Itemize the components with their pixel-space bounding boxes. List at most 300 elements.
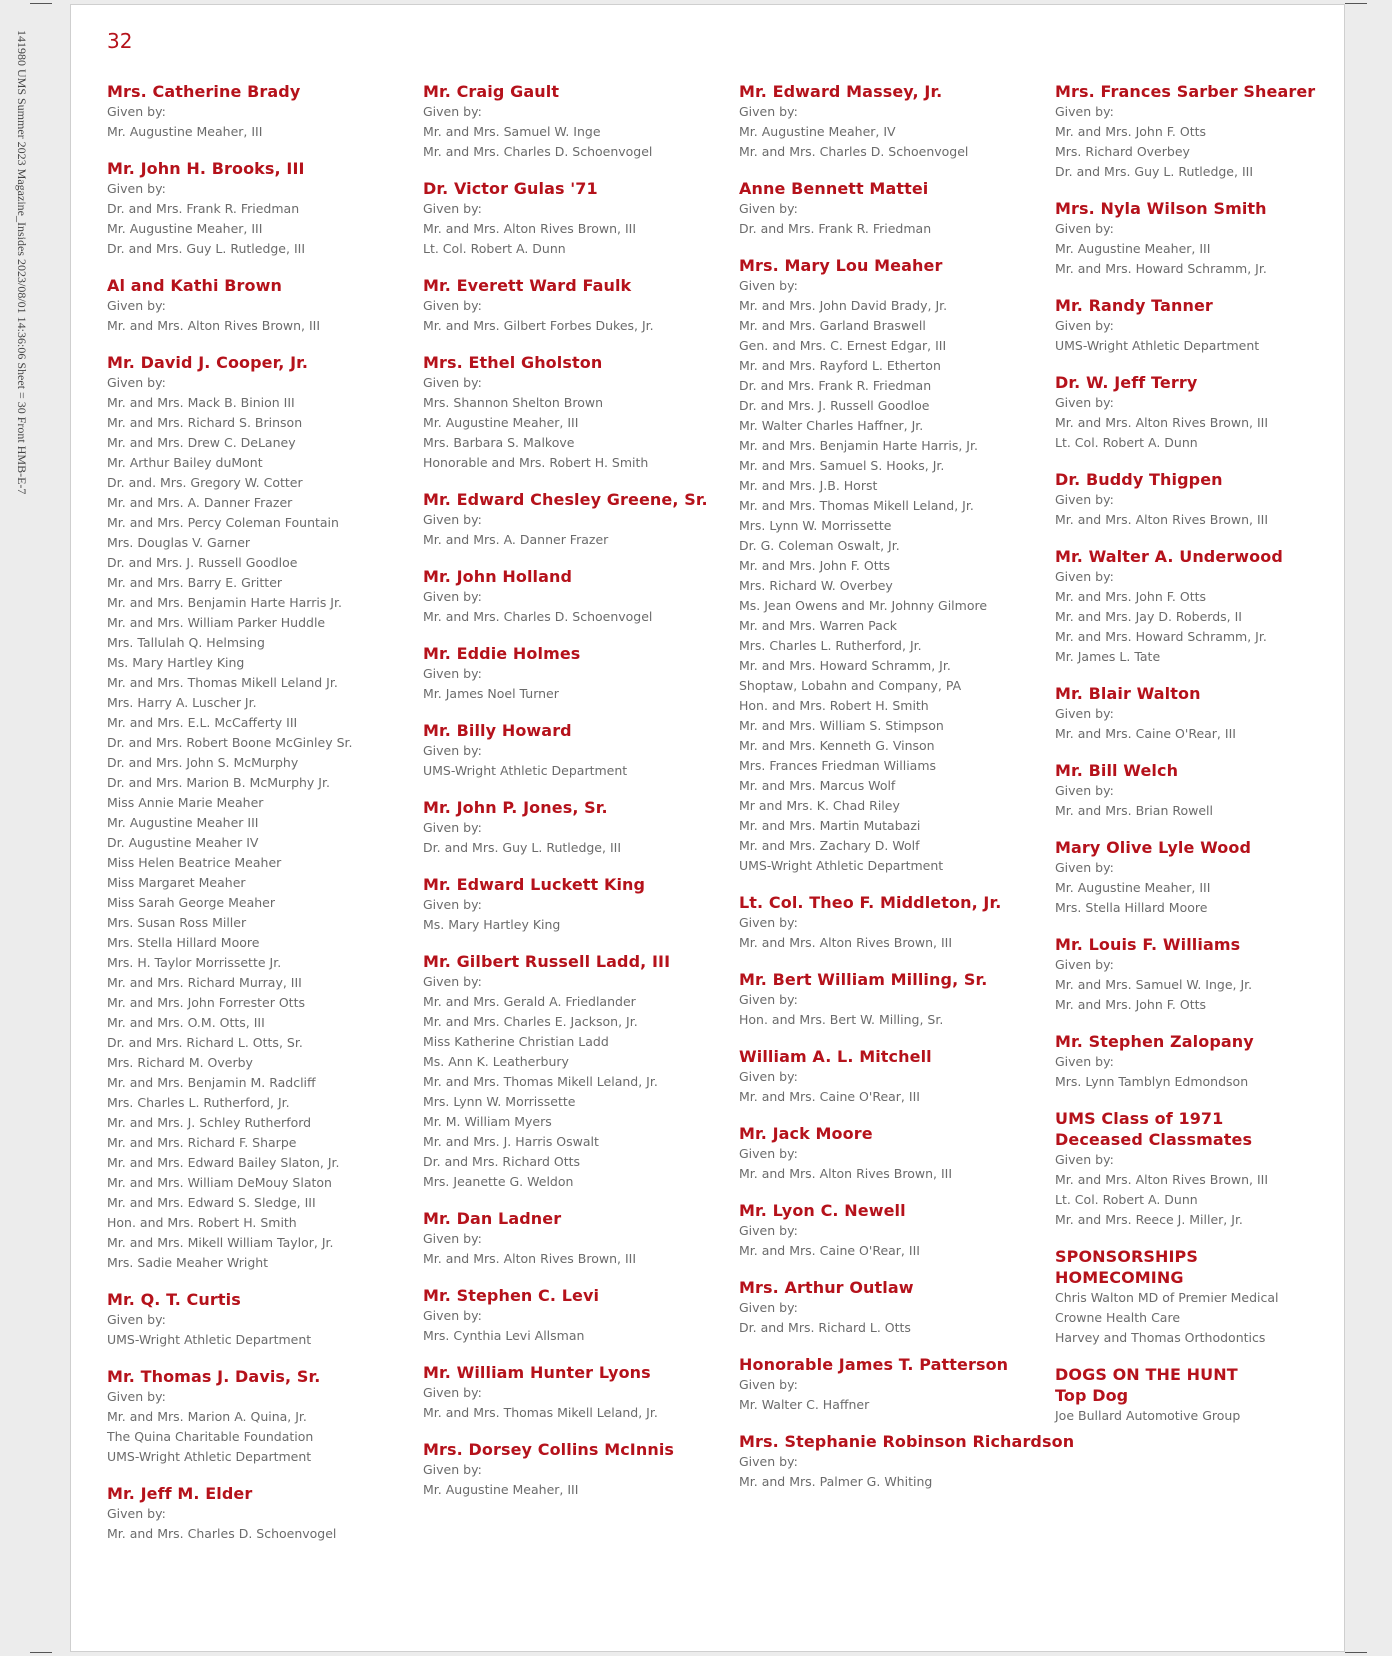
donor-name: Mr. and Mrs. Thomas Mikell Leland, Jr. <box>423 1405 658 1420</box>
column-4 <box>1055 81 1365 1442</box>
given-by-label: Given by: <box>1055 1054 1114 1069</box>
donor-name: Ms. Mary Hartley King <box>423 917 561 932</box>
column-3 <box>739 81 1075 1508</box>
donor-name: Mr. Augustine Meaher, III <box>107 221 263 236</box>
donor-name: Mr. and Mrs. Alton Rives Brown, III <box>423 1251 637 1266</box>
honoree-name: Mr. Eddie Holmes <box>423 644 581 663</box>
memorial-entry <box>423 275 733 336</box>
crop-mark-bottom-left <box>30 1652 52 1653</box>
donor-name: Mr. and Mrs. Caine O'Rear, III <box>1055 726 1236 741</box>
donor-name: Lt. Col. Robert A. Dunn <box>1055 435 1198 450</box>
donor-name: Dr. and Mrs. Frank R. Friedman <box>739 378 932 393</box>
memorial-entry <box>1055 1246 1365 1348</box>
donor-name: Dr. Augustine Meaher IV <box>107 835 259 850</box>
donor-name: UMS-Wright Athletic Department <box>107 1449 312 1464</box>
given-by-label: Given by: <box>107 1389 166 1404</box>
donor-name: Mr. and Mrs. Benjamin M. Radcliff <box>107 1075 316 1090</box>
honoree-name: Mr. Bill Welch <box>1055 761 1179 780</box>
given-by-label: Given by: <box>739 992 798 1007</box>
donor-name: Mr. and Mrs. Charles E. Jackson, Jr. <box>423 1014 638 1029</box>
honoree-name: Mr. John Holland <box>423 567 573 586</box>
donor-name: Dr. and Mrs. Guy L. Rutledge, III <box>1055 164 1254 179</box>
memorial-entry <box>423 178 733 259</box>
given-by-label: Given by: <box>739 1300 798 1315</box>
donor-name: Mr. and Mrs. Drew C. DeLaney <box>107 435 296 450</box>
donor-name: Mr. and Mrs. John F. Otts <box>1055 997 1207 1012</box>
memorial-entry <box>1055 372 1365 453</box>
donor-name: Dr. and Mrs. Frank R. Friedman <box>739 221 932 236</box>
donor-name: Mrs. Lynn W. Morrissette <box>739 518 892 533</box>
donor-name: Mrs. Cynthia Levi Allsman <box>423 1328 585 1343</box>
honoree-name: Mr. John H. Brooks, III <box>107 159 305 178</box>
donor-name: Mr. and Mrs. Charles D. Schoenvogel <box>423 609 653 624</box>
donor-name: Dr. and Mrs. J. Russell Goodloe <box>739 398 930 413</box>
donor-name: Dr. and Mrs. Richard L. Otts, Sr. <box>107 1035 303 1050</box>
donor-name: Mr. Augustine Meaher III <box>107 815 259 830</box>
donor-name: Lt. Col. Robert A. Dunn <box>423 241 566 256</box>
honoree-name: Honorable James T. Patterson <box>739 1355 1009 1374</box>
donor-name: Mr. and Mrs. Edward S. Sledge, III <box>107 1195 316 1210</box>
donor-name: Mrs. Richard W. Overbey <box>739 578 893 593</box>
memorial-entry <box>1055 295 1365 356</box>
given-by-label: Given by: <box>423 1308 482 1323</box>
donor-name: Mr and Mrs. K. Chad Riley <box>739 798 900 813</box>
given-by-label: Given by: <box>107 1312 166 1327</box>
crop-mark-bottom-right <box>1345 1652 1367 1653</box>
donor-name: Dr. and Mrs. Guy L. Rutledge, III <box>423 840 622 855</box>
donor-name: Lt. Col. Robert A. Dunn <box>1055 1192 1198 1207</box>
honoree-name: Mr. William Hunter Lyons <box>423 1363 651 1382</box>
donor-name: Mr. James L. Tate <box>1055 649 1161 664</box>
honoree-name: Mr. John P. Jones, Sr. <box>423 798 608 817</box>
memorial-entry <box>107 1289 417 1350</box>
given-by-label: Given by: <box>423 104 482 119</box>
donor-name: Mr. and Mrs. Charles D. Schoenvogel <box>423 144 653 159</box>
donor-name: Mr. and Mrs. John F. Otts <box>739 558 891 573</box>
memorial-entry <box>739 1123 1049 1184</box>
donor-name: Harvey and Thomas Orthodontics <box>1055 1330 1266 1345</box>
honoree-name: Mr. Lyon C. Newell <box>739 1201 906 1220</box>
donor-name: Mr. and Mrs. Jay D. Roberds, II <box>1055 609 1242 624</box>
memorial-entry <box>423 1362 733 1423</box>
donor-name: Mr. and Mrs. Caine O'Rear, III <box>739 1243 920 1258</box>
memorial-entry <box>739 1200 1049 1261</box>
given-by-label: Given by: <box>423 974 482 989</box>
given-by-label: Given by: <box>1055 783 1114 798</box>
memorial-entry <box>739 1046 1049 1107</box>
honoree-name: Mary Olive Lyle Wood <box>1055 838 1251 857</box>
given-by-label: Given by: <box>423 375 482 390</box>
honoree-name: Mr. Q. T. Curtis <box>107 1290 241 1309</box>
donor-name: Dr. and. Mrs. Gregory W. Cotter <box>107 475 303 490</box>
given-by-label: Given by: <box>1055 569 1114 584</box>
donor-name: Mr. Augustine Meaher, III <box>107 124 263 139</box>
donor-name: Mr. and Mrs. John F. Otts <box>1055 124 1207 139</box>
donor-name: Joe Bullard Automotive Group <box>1055 1408 1241 1423</box>
donor-name: Mr. and Mrs. Edward Bailey Slaton, Jr. <box>107 1155 340 1170</box>
given-by-label: Given by: <box>739 1377 798 1392</box>
given-by-label: Given by: <box>423 298 482 313</box>
donor-name: Mr. and Mrs. Howard Schramm, Jr. <box>1055 261 1267 276</box>
donor-name: Shoptaw, Lobahn and Company, PA <box>739 678 962 693</box>
donor-name: Mr. Augustine Meaher, III <box>423 415 579 430</box>
memorial-entry <box>1055 1031 1365 1092</box>
memorial-entry <box>1055 546 1365 667</box>
given-by-label: Given by: <box>423 666 482 681</box>
given-by-label: Given by: <box>1055 1152 1114 1167</box>
donor-name: Mr. and Mrs. Thomas Mikell Leland, Jr. <box>423 1074 658 1089</box>
donor-name: Mrs. Harry A. Luscher Jr. <box>107 695 257 710</box>
given-by-label: Given by: <box>423 743 482 758</box>
donor-name: Mr. and Mrs. J.B. Horst <box>739 478 878 493</box>
given-by-label: Given by: <box>107 104 166 119</box>
donor-name: Dr. G. Coleman Oswalt, Jr. <box>739 538 900 553</box>
memorial-entry <box>739 81 1049 162</box>
donor-name: Mr. and Mrs. Charles D. Schoenvogel <box>107 1526 337 1541</box>
given-by-label: Given by: <box>739 104 798 119</box>
honoree-name: Mr. Thomas J. Davis, Sr. <box>107 1367 321 1386</box>
donor-name: Mr. and Mrs. Samuel W. Inge <box>423 124 601 139</box>
memorial-entry <box>1055 683 1365 744</box>
document-page <box>70 4 1345 1652</box>
honoree-name: SPONSORSHIPS <box>1055 1247 1199 1266</box>
honoree-name: Mr. Stephen C. Levi <box>423 1286 600 1305</box>
memorial-entry <box>739 1354 1049 1415</box>
honoree-name: Mr. Everett Ward Faulk <box>423 276 632 295</box>
donor-name: Chris Walton MD of Premier Medical <box>1055 1290 1279 1305</box>
donor-name: Mrs. Jeanette G. Weldon <box>423 1174 574 1189</box>
donor-name: Mr. and Mrs. Warren Pack <box>739 618 897 633</box>
donor-name: Mr. and Mrs. Thomas Mikell Leland, Jr. <box>739 498 974 513</box>
donor-name: Mr. and Mrs. Samuel W. Inge, Jr. <box>1055 977 1253 992</box>
donor-name: Mr. Walter Charles Haffner, Jr. <box>739 418 924 433</box>
donor-name: Miss Katherine Christian Ladd <box>423 1034 609 1049</box>
donor-name: Mrs. Susan Ross Miller <box>107 915 247 930</box>
donor-name: UMS-Wright Athletic Department <box>107 1332 312 1347</box>
memorial-entry <box>1055 934 1365 1015</box>
donor-name: Mr. and Mrs. Brian Rowell <box>1055 803 1213 818</box>
donor-name: Mrs. Lynn W. Morrissette <box>423 1094 576 1109</box>
donor-name: Miss Annie Marie Meaher <box>107 795 264 810</box>
honoree-name: Mr. David J. Cooper, Jr. <box>107 353 309 372</box>
donor-name: Mr. and Mrs. William S. Stimpson <box>739 718 944 733</box>
given-by-label: Given by: <box>423 820 482 835</box>
donor-name: The Quina Charitable Foundation <box>107 1429 314 1444</box>
memorial-entry <box>1055 1364 1365 1426</box>
donor-name: Mrs. Frances Friedman Williams <box>739 758 937 773</box>
honoree-name-line-2: Top Dog <box>1055 1386 1129 1405</box>
donor-name: Dr. and Mrs. Robert Boone McGinley Sr. <box>107 735 353 750</box>
given-by-label: Given by: <box>423 201 482 216</box>
donor-name: Mr. Augustine Meaher, III <box>423 1482 579 1497</box>
honoree-name: Mr. Edward Chesley Greene, Sr. <box>423 490 708 509</box>
memorial-entry <box>107 352 417 1273</box>
donor-name: Mr. and Mrs. Garland Braswell <box>739 318 926 333</box>
donor-name: Mr. Augustine Meaher, III <box>1055 241 1211 256</box>
donor-name: Miss Margaret Meaher <box>107 875 246 890</box>
donor-name: Mrs. Charles L. Rutherford, Jr. <box>107 1095 290 1110</box>
honoree-name: Mrs. Stephanie Robinson Richardson <box>739 1432 1075 1451</box>
donor-name: Mr. and Mrs. William Parker Huddle <box>107 615 326 630</box>
given-by-label: Given by: <box>1055 104 1114 119</box>
memorial-entry <box>423 720 733 781</box>
given-by-label: Given by: <box>739 278 798 293</box>
donor-name: Miss Helen Beatrice Meaher <box>107 855 282 870</box>
donor-name: Mr. and Mrs. Thomas Mikell Leland Jr. <box>107 675 338 690</box>
memorial-entry <box>1055 81 1365 182</box>
honoree-name: Mrs. Arthur Outlaw <box>739 1278 914 1297</box>
donor-name: Ms. Mary Hartley King <box>107 655 245 670</box>
donor-name: Mr. and Mrs. Gilbert Forbes Dukes, Jr. <box>423 318 654 333</box>
page-number: 32 <box>107 29 133 53</box>
memorial-entry <box>107 81 417 142</box>
donor-name: Mr. and Mrs. Benjamin Harte Harris Jr. <box>107 595 342 610</box>
donor-name: Dr. and Mrs. Guy L. Rutledge, III <box>107 241 306 256</box>
honoree-name-line-2: Deceased Classmates <box>1055 1130 1253 1149</box>
donor-name: Dr. and Mrs. J. Russell Goodloe <box>107 555 298 570</box>
donor-name: Hon. and Mrs. Robert H. Smith <box>739 698 929 713</box>
memorial-entry <box>423 352 733 473</box>
donor-name: Mr. and Mrs. Alton Rives Brown, III <box>107 318 321 333</box>
honoree-name: DOGS ON THE HUNT <box>1055 1365 1238 1384</box>
memorial-entry <box>739 892 1049 953</box>
given-by-label: Given by: <box>1055 318 1114 333</box>
crop-mark-top-right <box>1345 3 1367 4</box>
donor-name: Mr. and Mrs. E.L. McCafferty III <box>107 715 298 730</box>
memorial-entry <box>107 1366 417 1467</box>
donor-name: Honorable and Mrs. Robert H. Smith <box>423 455 649 470</box>
donor-name: Mrs. Stella Hillard Moore <box>107 935 260 950</box>
donor-name: Mr. and Mrs. Palmer G. Whiting <box>739 1474 933 1489</box>
honoree-name: Mrs. Frances Sarber Shearer <box>1055 82 1316 101</box>
donor-name: Hon. and Mrs. Robert H. Smith <box>107 1215 297 1230</box>
donor-name: Mr. and Mrs. Caine O'Rear, III <box>739 1089 920 1104</box>
donor-name: Mrs. Barbara S. Malkove <box>423 435 575 450</box>
donor-name: Mrs. Richard M. Overby <box>107 1055 253 1070</box>
donor-name: Miss Sarah George Meaher <box>107 895 275 910</box>
memorial-entry <box>423 951 733 1192</box>
donor-name: Mrs. Sadie Meaher Wright <box>107 1255 269 1270</box>
donor-name: Mr. and Mrs. Marion A. Quina, Jr. <box>107 1409 307 1424</box>
donor-name: Mr. and Mrs. John F. Otts <box>1055 589 1207 604</box>
honoree-name: Mrs. Dorsey Collins McInnis <box>423 1440 675 1459</box>
honoree-name: Mr. Jeff M. Elder <box>107 1484 253 1503</box>
donor-name: Crowne Health Care <box>1055 1310 1181 1325</box>
given-by-label: Given by: <box>739 1146 798 1161</box>
donor-name: Hon. and Mrs. Bert W. Milling, Sr. <box>739 1012 944 1027</box>
column-1 <box>107 81 417 1560</box>
donor-name: Mrs. Douglas V. Garner <box>107 535 251 550</box>
donor-name: Mr. and Mrs. Zachary D. Wolf <box>739 838 920 853</box>
memorial-entry <box>423 566 733 627</box>
honoree-name: Mr. Gilbert Russell Ladd, III <box>423 952 671 971</box>
donor-name: Mr. James Noel Turner <box>423 686 559 701</box>
memorial-entry <box>423 1208 733 1269</box>
honoree-name: Mr. Louis F. Williams <box>1055 935 1241 954</box>
given-by-label: Given by: <box>1055 221 1114 236</box>
given-by-label: Given by: <box>1055 957 1114 972</box>
donor-name: Mrs. Lynn Tamblyn Edmondson <box>1055 1074 1249 1089</box>
donor-name: Dr. and Mrs. Richard Otts <box>423 1154 581 1169</box>
donor-name: Mrs. Charles L. Rutherford, Jr. <box>739 638 922 653</box>
donor-name: Dr. and Mrs. John S. McMurphy <box>107 755 299 770</box>
memorial-entry <box>739 1431 1075 1492</box>
memorial-entry <box>1055 469 1365 530</box>
given-by-label: Given by: <box>739 1223 798 1238</box>
donor-name: Mr. and Mrs. Marcus Wolf <box>739 778 896 793</box>
donor-name: Mr. and Mrs. O.M. Otts, III <box>107 1015 265 1030</box>
donor-name: Mr. and Mrs. J. Schley Rutherford <box>107 1115 312 1130</box>
donor-name: Mrs. Tallulah Q. Helmsing <box>107 635 265 650</box>
donor-name: Mrs. Stella Hillard Moore <box>1055 900 1208 915</box>
memorial-entry <box>423 797 733 858</box>
honoree-name: Mr. Bert William Milling, Sr. <box>739 970 988 989</box>
given-by-label: Given by: <box>739 915 798 930</box>
memorial-entry <box>1055 1108 1365 1230</box>
honoree-name: Mr. Blair Walton <box>1055 684 1201 703</box>
donor-name: Mr. and Mrs. Alton Rives Brown, III <box>739 1166 953 1181</box>
donor-name: Dr. and Mrs. Frank R. Friedman <box>107 201 300 216</box>
donor-name: UMS-Wright Athletic Department <box>423 763 628 778</box>
donor-name: Mr. and Mrs. Benjamin Harte Harris, Jr. <box>739 438 978 453</box>
honoree-name: Dr. Victor Gulas '71 <box>423 179 598 198</box>
donor-name: Mr. and Mrs. Percy Coleman Fountain <box>107 515 339 530</box>
donor-name: Mr. and Mrs. Howard Schramm, Jr. <box>1055 629 1267 644</box>
donor-name: Mr. and Mrs. Alton Rives Brown, III <box>1055 512 1269 527</box>
donor-name: Mr. and Mrs. Barry E. Gritter <box>107 575 283 590</box>
donor-name: Mr. and Mrs. Alton Rives Brown, III <box>739 935 953 950</box>
donor-name: Mr. and Mrs. Reece J. Miller, Jr. <box>1055 1212 1243 1227</box>
donor-name: UMS-Wright Athletic Department <box>739 858 944 873</box>
given-by-label: Given by: <box>739 1069 798 1084</box>
given-by-label: Given by: <box>739 1454 798 1469</box>
donor-name: Gen. and Mrs. C. Ernest Edgar, III <box>739 338 947 353</box>
print-slug: 141980 UMS Summer 2023 Magazine_Insides 2023/08/01 14:36:06 Sheet = 30 Front HMB-E-7 <box>15 30 29 495</box>
given-by-label: Given by: <box>423 589 482 604</box>
donor-name: Mr. and Mrs. Mack B. Binion III <box>107 395 295 410</box>
honoree-name: Mr. Edward Massey, Jr. <box>739 82 943 101</box>
donor-name: Dr. and Mrs. Richard L. Otts <box>739 1320 911 1335</box>
honoree-name: Mr. Stephen Zalopany <box>1055 1032 1254 1051</box>
given-by-label: Given by: <box>423 1462 482 1477</box>
crop-mark-top-left <box>30 3 52 4</box>
honoree-name: Mrs. Mary Lou Meaher <box>739 256 943 275</box>
honoree-name: Mrs. Nyla Wilson Smith <box>1055 199 1267 218</box>
donor-name: Mr. and Mrs. A. Danner Frazer <box>423 532 609 547</box>
donor-name: Mr. and Mrs. Kenneth G. Vinson <box>739 738 935 753</box>
memorial-entry <box>1055 760 1365 821</box>
memorial-entry <box>739 1277 1049 1338</box>
memorial-entry <box>423 643 733 704</box>
honoree-name: Mrs. Catherine Brady <box>107 82 301 101</box>
donor-name: Mr. and Mrs. Alton Rives Brown, III <box>1055 415 1269 430</box>
memorial-entry <box>423 874 733 935</box>
honoree-name: Mr. Randy Tanner <box>1055 296 1213 315</box>
donor-name: Mr. and Mrs. Samuel S. Hooks, Jr. <box>739 458 945 473</box>
given-by-label: Given by: <box>107 1506 166 1521</box>
memorial-entry <box>423 81 733 162</box>
donor-name: Mr. and Mrs. Alton Rives Brown, III <box>423 221 637 236</box>
donor-name: UMS-Wright Athletic Department <box>1055 338 1260 353</box>
donor-name: Mr. Arthur Bailey duMont <box>107 455 263 470</box>
donor-name: Mr. and Mrs. Howard Schramm, Jr. <box>739 658 951 673</box>
memorial-entry <box>739 178 1049 239</box>
donor-name: Mr. and Mrs. Charles D. Schoenvogel <box>739 144 969 159</box>
memorial-entry <box>739 969 1049 1030</box>
donor-name: Mr. M. William Myers <box>423 1114 552 1129</box>
memorial-entry <box>107 158 417 259</box>
memorial-entry <box>423 1439 733 1500</box>
donor-name: Mr. and Mrs. Gerald A. Friedlander <box>423 994 636 1009</box>
given-by-label: Given by: <box>107 181 166 196</box>
donor-name: Mr. and Mrs. Martin Mutabazi <box>739 818 921 833</box>
honoree-name: Mrs. Ethel Gholston <box>423 353 603 372</box>
donor-name: Mrs. Richard Overbey <box>1055 144 1190 159</box>
donor-name: Mrs. H. Taylor Morrissette Jr. <box>107 955 282 970</box>
memorial-entry <box>1055 198 1365 279</box>
donor-name: Mr. and Mrs. A. Danner Frazer <box>107 495 293 510</box>
given-by-label: Given by: <box>423 897 482 912</box>
given-by-label: Given by: <box>107 298 166 313</box>
honoree-name: Mr. Craig Gault <box>423 82 560 101</box>
honoree-name: Dr. W. Jeff Terry <box>1055 373 1198 392</box>
donor-name: Dr. and Mrs. Marion B. McMurphy Jr. <box>107 775 330 790</box>
honoree-name: Dr. Buddy Thigpen <box>1055 470 1223 489</box>
given-by-label: Given by: <box>1055 395 1114 410</box>
given-by-label: Given by: <box>1055 492 1114 507</box>
memorial-entry <box>423 1285 733 1346</box>
donor-name: Mr. and Mrs. Richard Murray, III <box>107 975 302 990</box>
honoree-name: Al and Kathi Brown <box>107 276 282 295</box>
honoree-name: Mr. Billy Howard <box>423 721 572 740</box>
donor-name: Ms. Ann K. Leatherbury <box>423 1054 569 1069</box>
donor-name: Mrs. Shannon Shelton Brown <box>423 395 603 410</box>
memorial-entry <box>107 275 417 336</box>
honoree-name: Lt. Col. Theo F. Middleton, Jr. <box>739 893 1002 912</box>
honoree-name: Mr. Dan Ladner <box>423 1209 562 1228</box>
memorial-entry <box>739 255 1049 876</box>
donor-name: Mr. and Mrs. J. Harris Oswalt <box>423 1134 599 1149</box>
honoree-name: Anne Bennett Mattei <box>739 179 929 198</box>
honoree-name-line-2: HOMECOMING <box>1055 1268 1184 1287</box>
honoree-name: Mr. Jack Moore <box>739 1124 873 1143</box>
given-by-label: Given by: <box>739 201 798 216</box>
donor-name: Mr. Augustine Meaher, IV <box>739 124 896 139</box>
honoree-name: Mr. Edward Luckett King <box>423 875 646 894</box>
memorial-entry <box>423 489 733 550</box>
given-by-label: Given by: <box>1055 706 1114 721</box>
donor-name: Mr. Augustine Meaher, III <box>1055 880 1211 895</box>
given-by-label: Given by: <box>423 512 482 527</box>
given-by-label: Given by: <box>1055 860 1114 875</box>
given-by-label: Given by: <box>423 1231 482 1246</box>
honoree-name: William A. L. Mitchell <box>739 1047 932 1066</box>
donor-name: Mr. Walter C. Haffner <box>739 1397 870 1412</box>
donor-name: Mr. and Mrs. John Forrester Otts <box>107 995 305 1010</box>
honoree-name: Mr. Walter A. Underwood <box>1055 547 1283 566</box>
donor-name: Mr. and Mrs. John David Brady, Jr. <box>739 298 948 313</box>
donor-name: Mr. and Mrs. Rayford L. Etherton <box>739 358 941 373</box>
given-by-label: Given by: <box>107 375 166 390</box>
given-by-label: Given by: <box>423 1385 482 1400</box>
donor-name: Mr. and Mrs. Richard S. Brinson <box>107 415 303 430</box>
donor-name: Mr. and Mrs. Alton Rives Brown, III <box>1055 1172 1269 1187</box>
donor-name: Ms. Jean Owens and Mr. Johnny Gilmore <box>739 598 988 613</box>
donor-name: Mr. and Mrs. Richard F. Sharpe <box>107 1135 297 1150</box>
column-2 <box>423 81 733 1516</box>
donor-name: Mr. and Mrs. Mikell William Taylor, Jr. <box>107 1235 334 1250</box>
honoree-name: UMS Class of 1971 <box>1055 1109 1224 1128</box>
